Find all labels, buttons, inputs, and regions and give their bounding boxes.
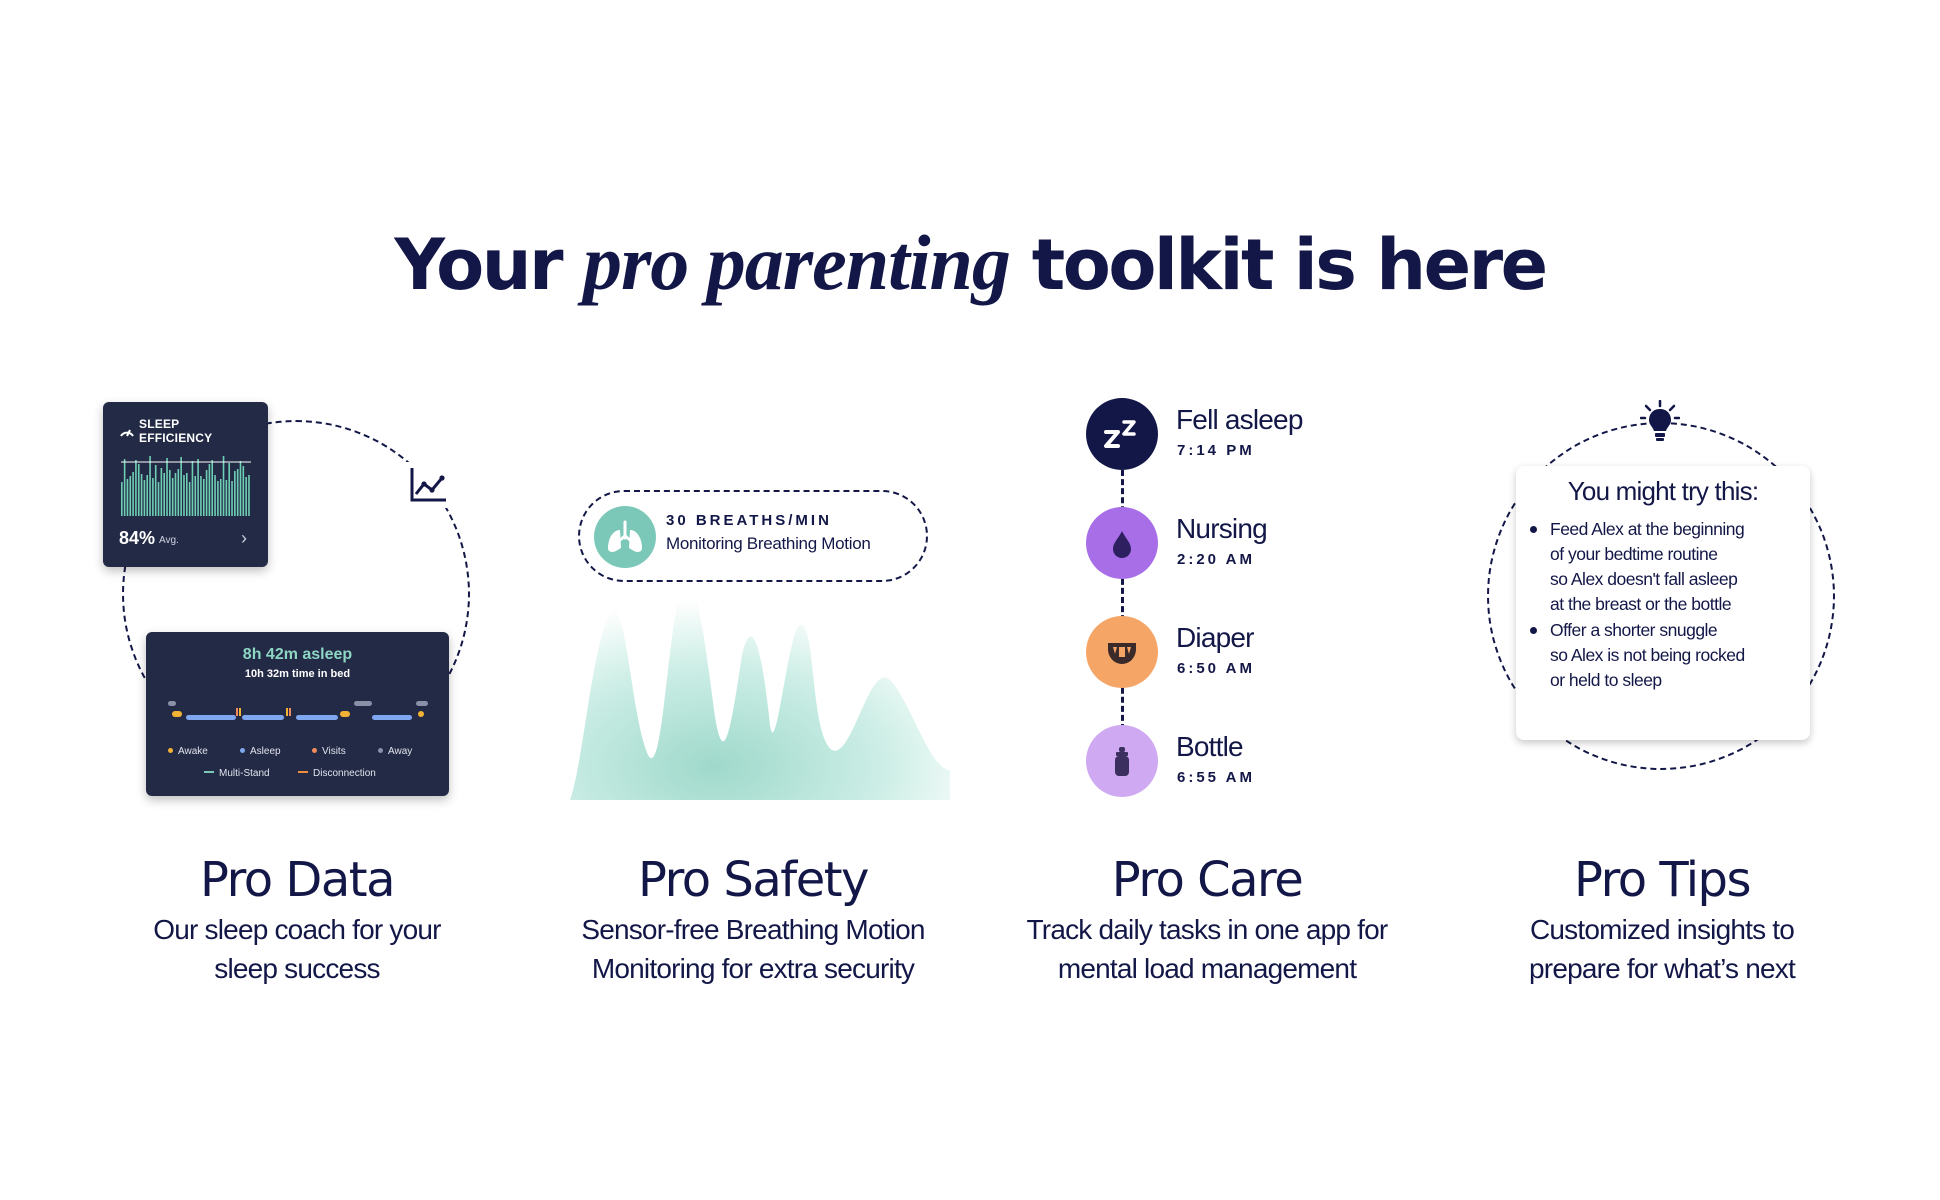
efficiency-bar [124, 459, 126, 516]
care-label-nursing: Nursing [1176, 513, 1267, 544]
feature-desc-pro-data [77, 910, 517, 988]
breath-rate: 30 BREATHS/MIN [666, 512, 832, 529]
legend-label: Asleep [250, 746, 281, 757]
lungs-icon [594, 506, 656, 568]
feature-desc-pro-tips [1442, 910, 1882, 988]
efficiency-avg-label: Avg. [159, 535, 179, 546]
tips-title: You might try this: [1567, 476, 1759, 506]
care-time-diaper: 6:50 AM [1177, 660, 1255, 677]
care-time-fell-asleep: 7:14 PM [1177, 442, 1255, 459]
lightbulb-icon [1640, 400, 1680, 446]
feature-desc-line: Track daily tasks in one app for [1026, 914, 1388, 945]
efficiency-bar [200, 476, 202, 516]
monitoring-label: Monitoring Breathing Motion [666, 534, 871, 553]
efficiency-bar [183, 475, 185, 516]
sleep-timeline [166, 698, 436, 728]
tip-line: at the breast or the bottle [1550, 594, 1732, 614]
diaper-icon [1086, 616, 1158, 688]
efficiency-bar [209, 464, 211, 516]
tip-bullet [1530, 627, 1537, 634]
headline-part-1: Your [394, 224, 583, 306]
feature-desc-line: Monitoring for extra security [591, 953, 915, 984]
efficiency-bar [217, 481, 219, 516]
efficiency-bar [135, 460, 137, 516]
efficiency-bar [158, 482, 160, 516]
tip-line: or held to sleep [1550, 670, 1662, 690]
efficiency-bar [220, 479, 222, 516]
legend-disconnection [298, 768, 376, 779]
efficiency-bar [146, 475, 148, 516]
tip-2 [1550, 618, 1800, 693]
sleep-summary-card[interactable] [146, 632, 449, 796]
efficiency-bar [172, 478, 174, 516]
efficiency-bar [175, 473, 177, 516]
headline-part-2: toolkit is here [1009, 224, 1546, 306]
care-event-diaper[interactable] [1086, 616, 1158, 688]
care-event-nursing[interactable] [1086, 507, 1158, 579]
efficiency-value: 84% [119, 528, 156, 548]
efficiency-bar [149, 456, 151, 516]
legend-awake [168, 746, 208, 757]
care-event-fell-asleep[interactable] [1086, 398, 1158, 470]
efficiency-bar [197, 459, 199, 516]
efficiency-bar [155, 465, 157, 516]
efficiency-bar [166, 458, 168, 516]
feature-title-pro-safety: Pro Safety [638, 852, 868, 908]
tips-card [1516, 466, 1810, 740]
feature-desc-line: Sensor-free Breathing Motion [581, 914, 925, 945]
legend-label: Away [388, 746, 413, 757]
efficiency-bar [138, 464, 140, 516]
efficiency-bar [129, 476, 131, 516]
efficiency-bar [248, 475, 250, 516]
efficiency-bar [243, 466, 245, 516]
efficiency-bar [228, 463, 230, 516]
efficiency-bar [237, 469, 239, 516]
feature-desc-line: mental load management [1057, 953, 1357, 984]
care-label-bottle: Bottle [1176, 731, 1243, 762]
feature-title-pro-care: Pro Care [1111, 852, 1303, 908]
efficiency-bar [223, 456, 225, 516]
sleep-efficiency-card[interactable] [103, 402, 268, 567]
legend-swatch [240, 748, 245, 753]
care-event-bottle[interactable] [1086, 725, 1158, 797]
feature-desc-line: prepare for what’s next [1529, 953, 1795, 984]
legend-asleep [240, 746, 281, 757]
feature-title-pro-data: Pro Data [199, 852, 394, 908]
efficiency-bar [245, 477, 247, 516]
breathing-wave-graphic [570, 560, 950, 800]
efficiency-bar [121, 482, 123, 516]
headline-emphasis: pro parenting [582, 219, 1010, 306]
legend-swatch [378, 748, 383, 753]
tip-1 [1550, 517, 1800, 617]
efficiency-bar [186, 473, 188, 516]
feature-desc-line: Our sleep coach for your [153, 914, 441, 945]
feature-title-pro-tips: Pro Tips [1573, 852, 1751, 908]
feature-desc-line: Customized insights to [1529, 914, 1795, 945]
efficiency-bar [141, 474, 143, 516]
legend-swatch [168, 748, 173, 753]
efficiency-bar [132, 472, 134, 516]
legend-multi-stand [204, 768, 270, 779]
breathing-monitor-pill [578, 490, 928, 582]
legend-label: Multi-Stand [219, 768, 270, 779]
page-headline [0, 218, 1940, 308]
care-time-nursing: 2:20 AM [1177, 551, 1255, 568]
legend-label: Visits [322, 746, 346, 757]
tip-line: of your bedtime routine [1550, 544, 1718, 564]
efficiency-bar [192, 461, 194, 516]
efficiency-bar [163, 473, 165, 516]
efficiency-bar [226, 480, 228, 516]
tip-line: Feed Alex at the beginning [1550, 519, 1745, 539]
legend-label: Disconnection [313, 768, 376, 779]
tip-line: so Alex doesn't fall asleep [1550, 569, 1738, 589]
drop-icon [1086, 507, 1158, 579]
efficiency-bar [178, 469, 180, 516]
tip-bullet [1530, 526, 1537, 533]
legend-swatch [204, 771, 214, 773]
efficiency-bar [203, 479, 205, 516]
legend-swatch [298, 771, 308, 773]
legend-label: Awake [178, 746, 208, 757]
sleep-efficiency-title: SLEEP EFFICIENCY [139, 417, 213, 445]
efficiency-bar [144, 480, 146, 516]
efficiency-bar [194, 476, 196, 516]
legend-visits [312, 746, 346, 757]
care-time-bottle: 6:55 AM [1177, 769, 1255, 786]
efficiency-bar-chart [121, 450, 251, 516]
time-in-bed: 10h 32m time in bed [244, 668, 351, 680]
legend-swatch [312, 748, 317, 753]
lungs-icon-badge [594, 506, 656, 568]
feature-desc-line: sleep success [214, 953, 380, 984]
legend-away [378, 746, 412, 757]
gauge-icon [119, 424, 135, 438]
tip-line: so Alex is not being rocked [1550, 645, 1745, 665]
tip-line: Offer a shorter snuggle [1550, 620, 1718, 640]
feature-desc-pro-safety [533, 910, 973, 988]
zzz-icon [1086, 398, 1158, 470]
efficiency-bar [169, 470, 171, 516]
trend-chart-icon [404, 462, 452, 508]
efficiency-bar [211, 460, 213, 516]
efficiency-bar [206, 470, 208, 516]
efficiency-bar [231, 481, 233, 516]
efficiency-bar [127, 479, 129, 516]
care-label-diaper: Diaper [1176, 622, 1254, 653]
asleep-duration: 8h 42m asleep [242, 646, 353, 663]
feature-desc-pro-care [987, 910, 1427, 988]
bottle-icon [1086, 725, 1158, 797]
efficiency-bar [152, 478, 154, 516]
efficiency-bar [189, 482, 191, 516]
efficiency-bar [180, 457, 182, 516]
efficiency-bar [214, 475, 216, 516]
care-label-fell-asleep: Fell asleep [1176, 404, 1303, 435]
efficiency-bar [240, 461, 242, 516]
chevron-right-icon[interactable]: › [241, 528, 247, 548]
efficiency-bar [161, 468, 163, 516]
efficiency-bar [234, 471, 236, 516]
